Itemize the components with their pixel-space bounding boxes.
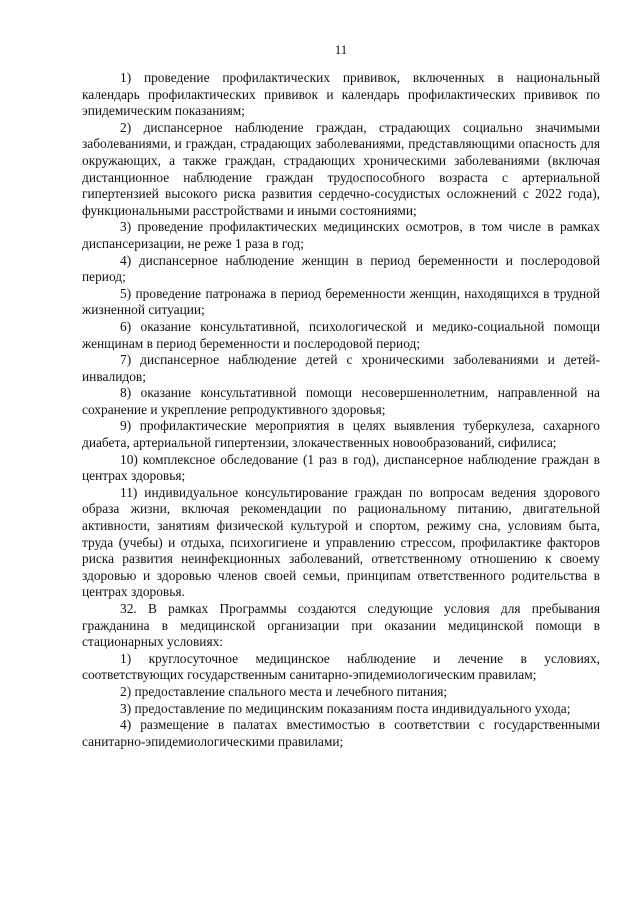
paragraph-item-7: 7) диспансерное наблюдение детей с хроническими заболеваниями и детей-инвалидов; (82, 352, 600, 384)
paragraph-item-11: 11) индивидуальное консультирование граждан по вопросам ведения здорового образа жизни, включая рекомендации по рациональному питанию, двигательной активности, занятиям физической культурой и спортом, режиму сна, условиям быта, труда (учебы) и отдыха, психогигиене и управлению стрессом, профилактике факторов риска развития неинфекционных заболеваний, ответственному отношению к своему здоровью и здоровью членов своей семьи, принципам ответственного родительства в центрах здоровья. (82, 484, 600, 600)
paragraph-item-10: 10) комплексное обследование (1 раз в год), диспансерное наблюдение граждан в центрах здоровья; (82, 451, 600, 484)
paragraph-condition-4: 4) размещение в палатах вместимостью в соответствии с государственными санитарно-эпидемиологическими правилами; (82, 717, 600, 749)
paragraph-item-6: 6) оказание консультативной, психологической и медико-социальной помощи женщинам в период беременности и послеродовой период; (82, 318, 600, 351)
paragraph-item-5: 5) проведение патронажа в период беременности женщин, находящихся в трудной жизненной ситуации; (82, 285, 600, 318)
document-body (82, 70, 600, 750)
paragraph-item-2: 2) диспансерное наблюдение граждан, страдающих социально значимыми заболеваниями, и граждан, страдающих заболеваниями, представляющими опасность для окружающих, а также граждан, страдающих хроническими заболеваниями (включая дистанционное наблюдение граждан трудоспособного возраста с артериальной гипертензией высокого риска развития сердечно-сосудистых осложнений с 2022 года), функциональными расстройствами и иными состояниями; (82, 119, 600, 218)
paragraph-condition-2: 2) предоставление спального места и лечебного питания; (120, 683, 448, 699)
paragraph-item-9: 9) профилактические мероприятия в целях выявления туберкулеза, сахарного диабета, артериальной гипертензии, злокачественных новообразований, сифилиса; (82, 418, 600, 451)
paragraph-item-8: 8) оказание консультативной помощи несовершеннолетним, направленной на сохранение и укрепление репродуктивного здоровья; (82, 385, 600, 417)
paragraph-item-1: 1) проведение профилактических прививок, включенных в национальный календарь профилактических прививок и календарь профилактических прививок по эпидемическим показаниям; (82, 70, 600, 119)
paragraph-item-3: 3) проведение профилактических медицинских осмотров, в том числе в рамках диспансеризации, не реже 1 раза в год; (82, 219, 600, 251)
paragraph-item-4: 4) диспансерное наблюдение женщин в период беременности и послеродовой период; (82, 252, 600, 285)
page-number: 11 (334, 42, 348, 57)
paragraph-condition-3: 3) предоставление по медицинским показаниям поста индивидуального ухода; (120, 700, 571, 716)
paragraph-condition-1: 1) круглосуточное медицинское наблюдение и лечение в условиях, соответствующих государственным санитарно-эпидемиологическим правилам; (82, 650, 600, 683)
paragraph-section-32: 32. В рамках Программы создаются следующие условия для пребывания гражданина в медицинской организации при оказании медицинской помощи в стационарных условиях: (82, 601, 600, 650)
